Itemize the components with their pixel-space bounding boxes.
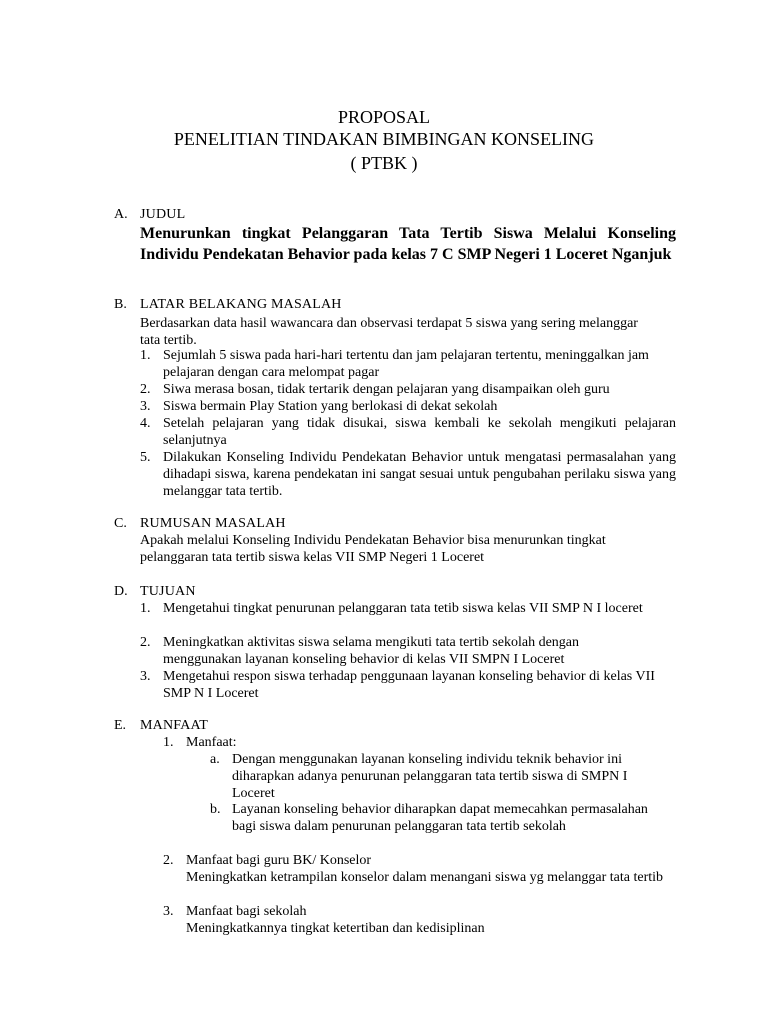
list-item: Dilakukan Konseling Individu Pendekatan Behavior untuk mengatasi permasalahan yang dihadapi siswa, karena pendekatan ini sangat sesuai untuk pengubahan perilaku siswa yang melanggar tata tertib. [163, 450, 676, 499]
list-number: 3. [163, 904, 174, 919]
list-number: 5. [140, 450, 151, 465]
sublist-letter: a. [210, 752, 220, 767]
list-item: Meningkatkan aktivitas siswa selama mengikuti tata tertib sekolah dengan menggunakan layanan konseling behavior di kelas VII SMPN I Loceret [163, 635, 580, 667]
list-item: Siwa merasa bosan, tidak tertarik dengan pelajaran yang disampaikan oleh guru [163, 382, 610, 397]
list-number: 2. [163, 853, 174, 868]
section-d-letter: D. [114, 584, 128, 599]
list-item: Sejumlah 5 siswa pada hari-hari tertentu dan jam pelajaran tertentu, meninggalkan jam pelajaran dengan cara melompat pagar [163, 348, 649, 380]
sublist-item: Dengan menggunakan layanan konseling individu teknik behavior ini diharapkan adanya penurunan pelanggaran tata tertib siswa di SMPN I Loceret [232, 752, 628, 801]
list-item: Mengetahui respon siswa terhadap penggunaan layanan konseling behavior di kelas VII SMP N I Loceret [163, 669, 655, 701]
doc-title-abbr: ( PTBK ) [350, 153, 418, 173]
section-b-intro: Berdasarkan data hasil wawancara dan observasi terdapat 5 siswa yang sering melanggar tata tertib. [140, 316, 638, 348]
section-b-letter: B. [114, 297, 127, 312]
list-number: 4. [140, 416, 151, 431]
list-item-body: Meningkatkannya tingkat ketertiban dan kedisiplinan [186, 921, 485, 936]
list-number: 3. [140, 399, 151, 414]
list-item: Siswa bermain Play Station yang berlokasi di dekat sekolah [163, 399, 498, 414]
section-e-letter: E. [114, 718, 127, 733]
sublist-letter: b. [210, 802, 221, 817]
section-a-letter: A. [114, 207, 128, 222]
list-number: 2. [140, 382, 151, 397]
section-d-heading: TUJUAN [140, 584, 196, 599]
list-number: 1. [140, 348, 151, 363]
list-number: 2. [140, 635, 151, 650]
section-b-heading: LATAR BELAKANG MASALAH [140, 297, 342, 312]
section-c-heading: RUMUSAN MASALAH [140, 516, 286, 531]
list-item: Manfaat: [186, 735, 237, 750]
section-c-letter: C. [114, 516, 127, 531]
list-item: Manfaat bagi sekolah [186, 904, 307, 919]
section-c-text: Apakah melalui Konseling Individu Pendekatan Behavior bisa menurunkan tingkat pelanggaran tata tertib siswa kelas VII SMP Negeri 1 Loceret [140, 533, 606, 565]
list-item: Manfaat bagi guru BK/ Konselor [186, 853, 372, 868]
section-e-heading: MANFAAT [140, 718, 209, 733]
list-number: 1. [140, 601, 151, 616]
doc-title-proposal: PROPOSAL [337, 107, 431, 127]
list-item-body: Meningkatkan ketrampilan konselor dalam menangani siswa yg melanggar tata tertib [186, 870, 664, 885]
doc-title-main: PENELITIAN TINDAKAN BIMBINGAN KONSELING [173, 129, 595, 149]
section-a-heading: JUDUL [140, 207, 186, 222]
list-item: Mengetahui tingkat penurunan pelanggaran tata tetib siswa kelas VII SMP N I loceret [163, 601, 643, 616]
section-a-title-text: Menurunkan tingkat Pelanggaran Tata Tertib Siswa Melalui Konseling Individu Pendekatan Behavior pada kelas 7 C SMP Negeri 1 Loceret Nganjuk [140, 225, 676, 263]
list-item: Setelah pelajaran yang tidak disukai, siswa kembali ke sekolah mengikuti pelajaran selanjutnya [163, 416, 676, 448]
list-number: 3. [140, 669, 151, 684]
sublist-item: Layanan konseling behavior diharapkan dapat memecahkan permasalahan bagi siswa dalam penurunan pelanggaran tata tertib sekolah [232, 802, 648, 834]
list-number: 1. [163, 735, 174, 750]
